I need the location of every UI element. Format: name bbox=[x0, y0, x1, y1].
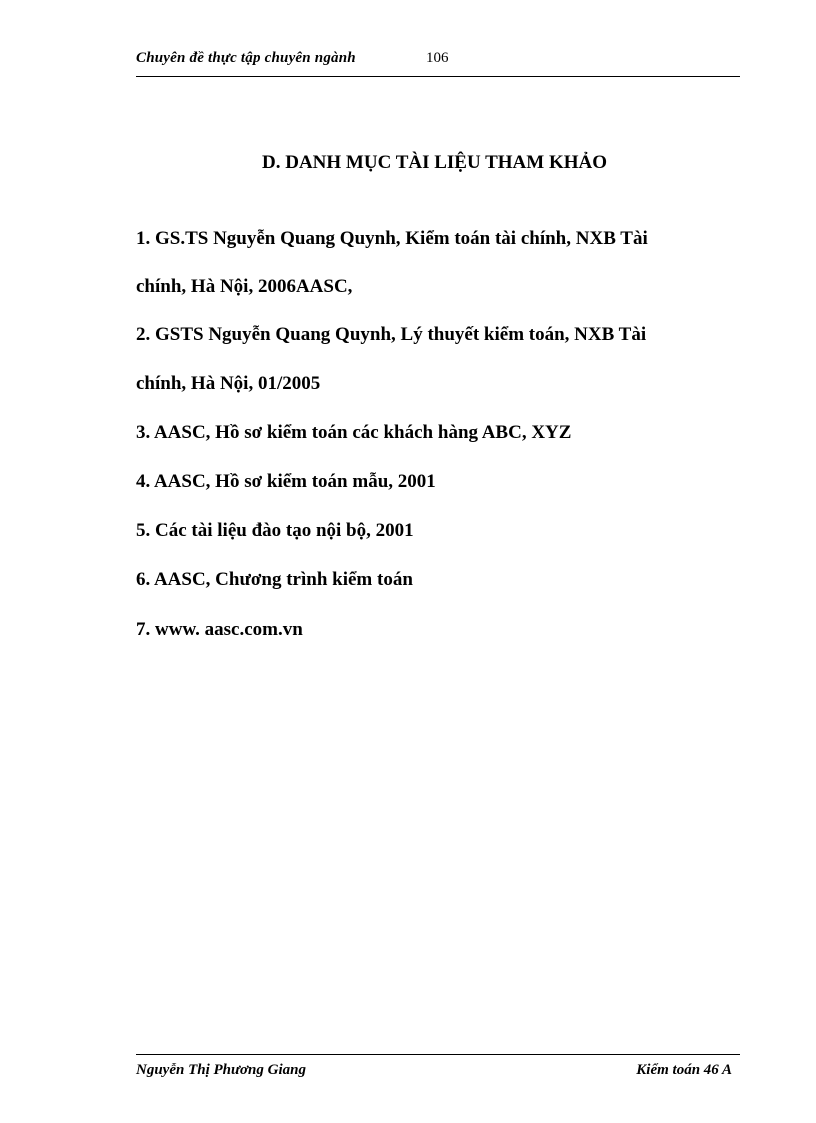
reference-item-4: 4. AASC, Hồ sơ kiểm toán mẫu, 2001 bbox=[136, 471, 436, 492]
reference-item-5: 5. Các tài liệu đào tạo nội bộ, 2001 bbox=[136, 520, 414, 541]
reference-item-7: 7. www. aasc.com.vn bbox=[136, 619, 303, 640]
page-number: 106 bbox=[426, 50, 449, 66]
footer-class: Kiểm toán 46 A bbox=[636, 1062, 732, 1078]
header-divider bbox=[136, 76, 740, 77]
reference-item-2-line-2: chính, Hà Nội, 01/2005 bbox=[136, 373, 321, 394]
header-title: Chuyên đề thực tập chuyên ngành bbox=[136, 50, 356, 66]
footer-divider bbox=[136, 1054, 740, 1055]
reference-item-2-line-1: 2. GSTS Nguyễn Quang Quynh, Lý thuyết kiểm toán, NXB Tài bbox=[136, 324, 647, 345]
reference-item-1-line-2: chính, Hà Nội, 2006AASC, bbox=[136, 276, 353, 297]
reference-item-6: 6. AASC, Chương trình kiểm toán bbox=[136, 569, 413, 590]
reference-item-1-line-1: 1. GS.TS Nguyễn Quang Quynh, Kiểm toán tài chính, NXB Tài bbox=[136, 228, 648, 249]
page-header bbox=[136, 48, 740, 78]
reference-item-3: 3. AASC, Hồ sơ kiểm toán các khách hàng ABC, XYZ bbox=[136, 422, 572, 443]
section-title: D. DANH MỤC TÀI LIỆU THAM KHẢO bbox=[262, 152, 608, 173]
footer-author: Nguyễn Thị Phương Giang bbox=[136, 1062, 306, 1078]
